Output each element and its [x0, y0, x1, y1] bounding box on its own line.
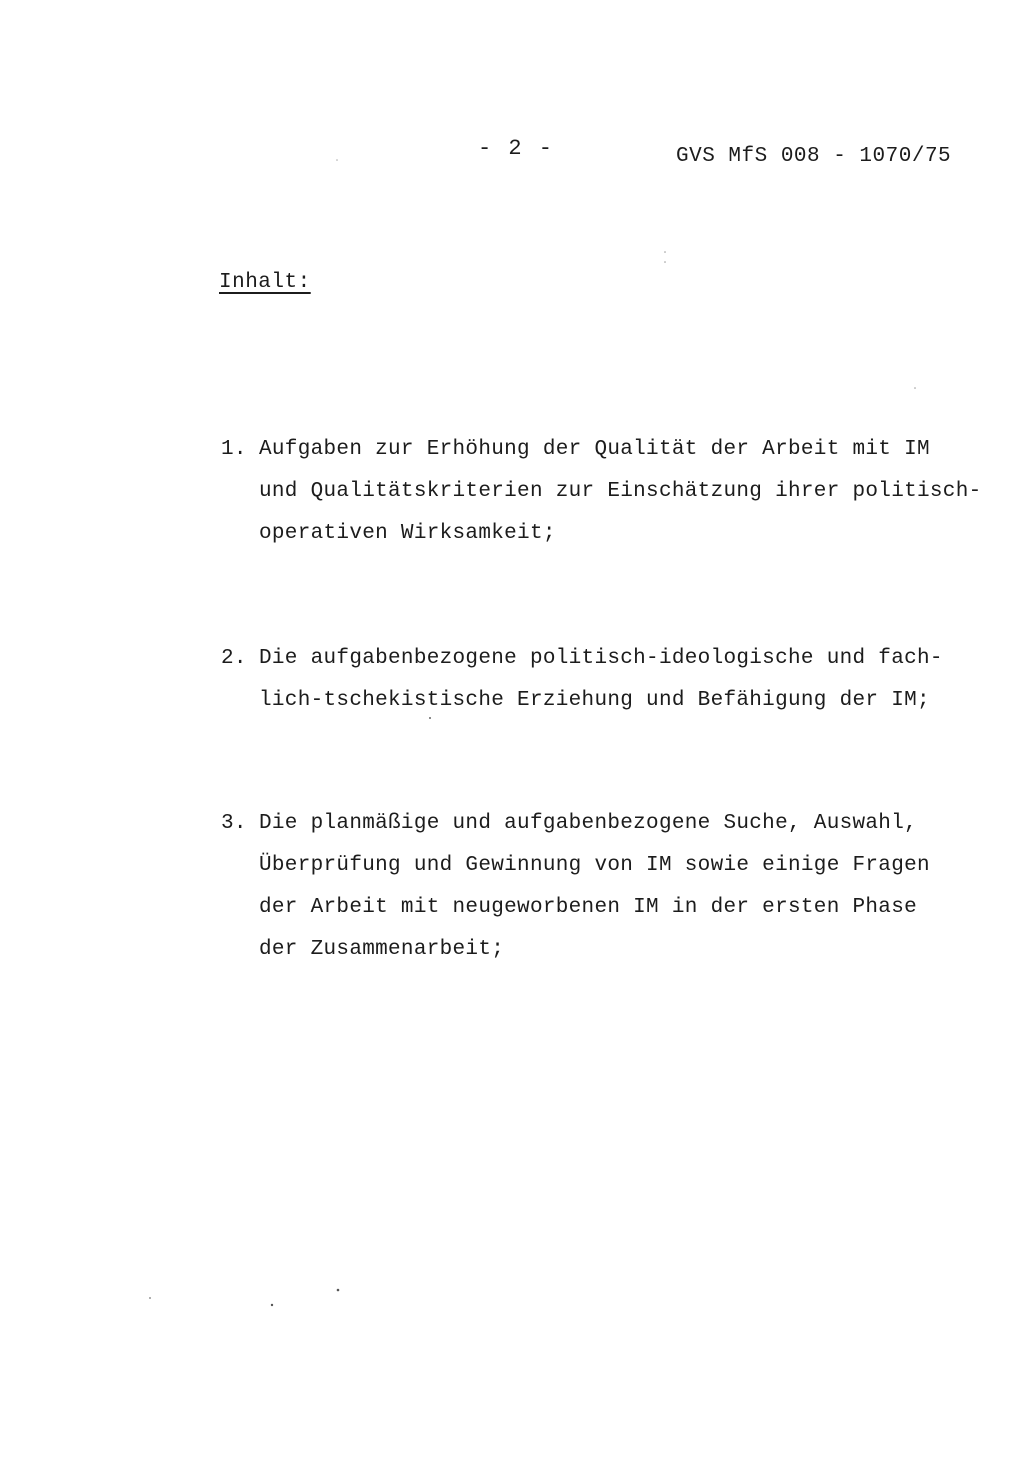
contents-heading: Inhalt:	[219, 271, 311, 294]
item-line: lich-tschekistische Erziehung und Befähigung der IM;	[259, 689, 930, 712]
item-line: und Qualitätskriterien zur Einschätzung ihrer politisch-	[259, 480, 982, 503]
item-number: 2.	[221, 647, 247, 670]
item-line: der Arbeit mit neugeworbenen IM in der ersten Phase	[259, 896, 918, 919]
item-number: 3.	[221, 812, 247, 835]
page-number: - 2 -	[478, 136, 555, 161]
item-number: 1.	[221, 438, 247, 461]
item-line: Überprüfung und Gewinnung von IM sowie einige Fragen	[259, 854, 930, 877]
document-reference: GVS MfS 008 - 1070/75	[676, 145, 952, 168]
item-line: Aufgaben zur Erhöhung der Qualität der Arbeit mit IM	[259, 438, 930, 461]
item-line: der Zusammenarbeit;	[259, 938, 505, 961]
item-line: Die aufgabenbezogene politisch-ideologische und fach-	[259, 647, 943, 670]
item-line: Die planmäßige und aufgabenbezogene Suche, Auswahl,	[259, 812, 918, 835]
item-line: operativen Wirksamkeit;	[259, 522, 556, 545]
